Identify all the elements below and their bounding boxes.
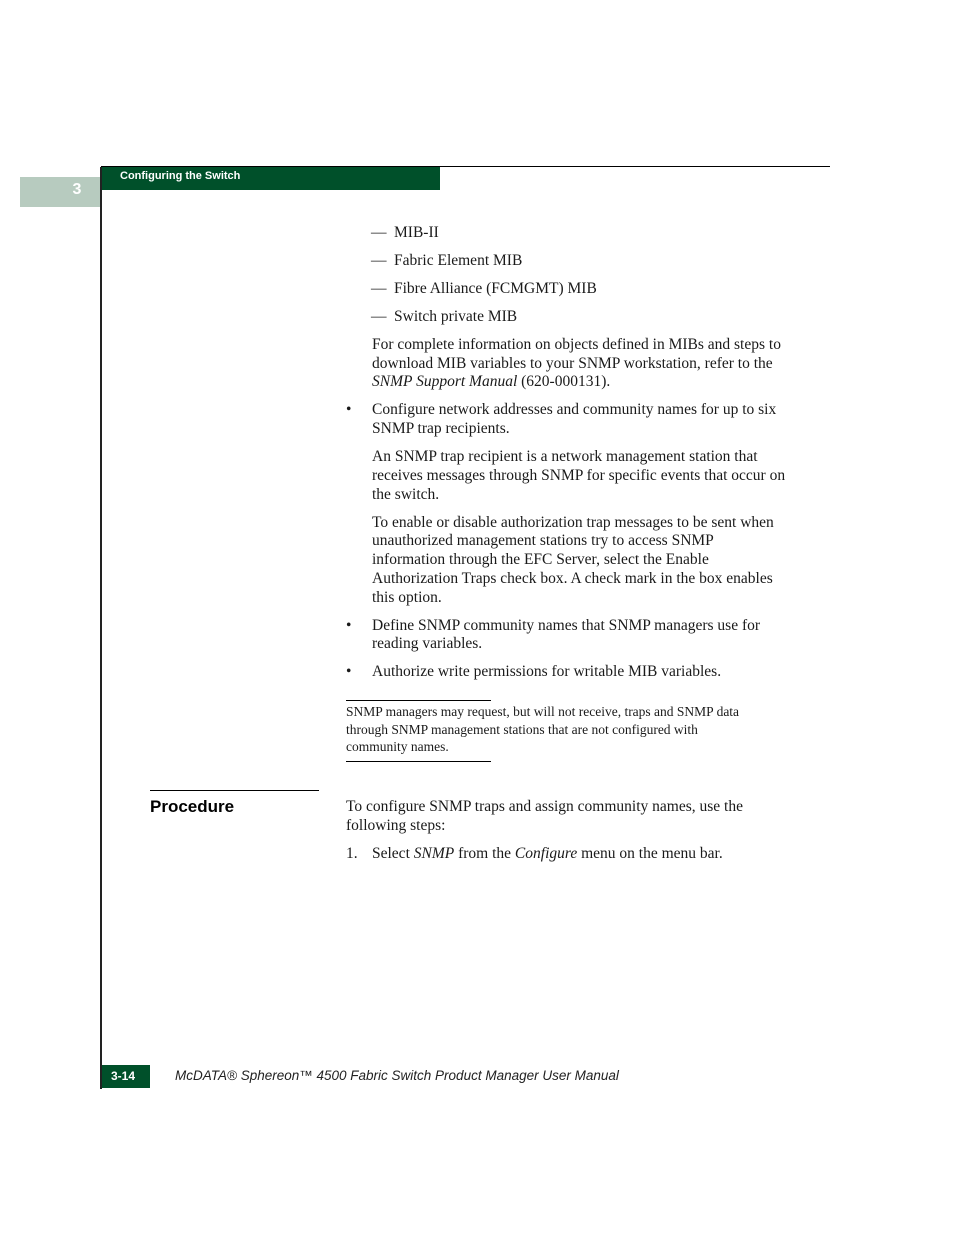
dash-marker: — [371,224,387,241]
step-number: 1. [346,845,358,862]
note-line: through SNMP management stations that are not configured with [346,722,698,737]
paragraph-line: Authorization Traps check box. A check mark in the box enables [372,570,773,587]
paragraph-line: the switch. [372,486,440,503]
footer-manual-title: McDATA® Sphereon™ 4500 Fabric Switch Product Manager User Manual [175,1068,619,1083]
paragraph-line [372,372,610,391]
paragraph-line: For complete information on objects defined in MIBs and steps to [372,336,781,353]
bullet-line: Configure network addresses and community names for up to six [372,401,777,418]
bullet-marker: • [346,617,352,634]
bullet-marker: • [346,663,352,680]
margin-rule [100,167,102,1089]
section-title: Configuring the Switch [120,170,241,182]
procedure-heading: Procedure [150,797,235,816]
menu-item-reference: SNMP [413,845,455,862]
note-line: community names. [346,739,449,754]
paragraph-line: An SNMP trap recipient is a network management station that [372,448,758,465]
note-line: SNMP managers may request, but will not receive, traps and SNMP data [346,704,740,719]
procedure-rule [150,790,319,791]
dash-marker: — [371,280,387,297]
paragraph-line: following steps: [346,817,446,834]
step-text [372,844,723,863]
paragraph-line: this option. [372,589,442,606]
step-text-part: menu on the menu bar. [577,845,723,862]
paragraph-line: unauthorized management stations try to access SNMP [372,532,714,549]
list-item: MIB-II [394,224,439,241]
paragraph-line: To enable or disable authorization trap messages to be sent when [372,514,774,531]
list-item: Fibre Alliance (FCMGMT) MIB [394,280,597,297]
paragraph-line: information through the EFC Server, select the Enable [372,551,709,568]
note-bottom-rule [346,761,491,762]
paragraph-line: download MIB variables to your SNMP workstation, refer to the [372,355,773,372]
step-text-part: Select [372,845,414,862]
manual-number: (620-000131). [517,373,611,390]
page-number: 3-14 [111,1069,136,1083]
dash-marker: — [371,252,387,269]
paragraph-line: To configure SNMP traps and assign community names, use the [346,798,743,815]
bullet-marker: • [346,401,352,418]
paragraph-line: receives messages through SNMP for specific events that occur on [372,467,786,484]
bullet-line: Define SNMP community names that SNMP managers use for [372,617,761,634]
note-top-rule [346,700,491,701]
bullet-line: SNMP trap recipients. [372,420,510,437]
list-item: Fabric Element MIB [394,252,523,269]
dash-marker: — [371,308,387,325]
bullet-line: Authorize write permissions for writable MIB variables. [372,663,722,680]
chapter-number: 3 [72,181,82,198]
bullet-line: reading variables. [372,635,483,652]
menu-reference: Configure [514,845,578,862]
step-text-part: from the [454,845,515,862]
manual-reference: SNMP Support Manual [372,373,518,390]
list-item: Switch private MIB [394,308,518,325]
